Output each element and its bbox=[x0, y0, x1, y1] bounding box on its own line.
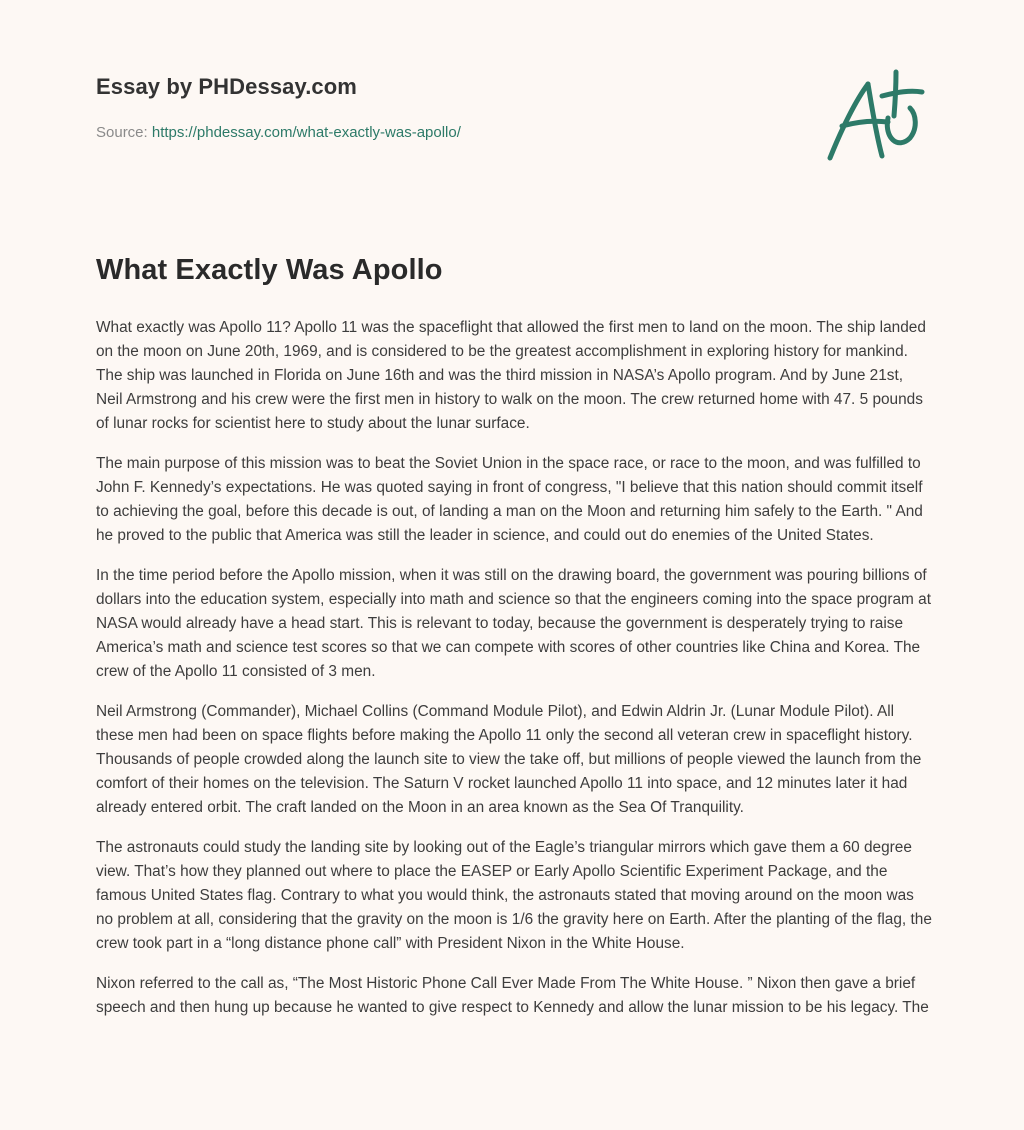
essay-body bbox=[96, 316, 932, 1036]
source-label: Source: bbox=[96, 124, 148, 141]
essay-title: What Exactly Was Apollo bbox=[96, 254, 443, 286]
essay-paragraph: The main purpose of this mission was to beat the Soviet Union in the space race, or race to the moon, and was fulfilled to John F. Kennedy’s expectations. He was quoted saying in front of congress, "I believe that this nation should commit itself to achieving the goal, before this decade is out, of landing a man on the Moon and returning him safely to the Earth. " And he proved to the public that America was still the leader in science, and could out do enemies of the United States. bbox=[96, 455, 923, 544]
brand-title: Essay by PHDessay.com bbox=[96, 74, 357, 99]
site-header bbox=[96, 74, 357, 100]
essay-paragraph: In the time period before the Apollo mission, when it was still on the drawing board, the government was pouring billions of dollars into the education system, especially into math and science so that the engineers coming into the space program at NASA would already have a head start. This is relevant to today, because the government is desperately trying to raise America’s math and science test scores so that we can compete with scores of other countries like China and Korea. The crew of the Apollo 11 consisted of 3 men. bbox=[96, 567, 931, 680]
essay-paragraph: What exactly was Apollo 11? Apollo 11 was the spaceflight that allowed the first men to land on the moon. The ship landed on the moon on June 20th, 1969, and is considered to be the greatest accomplishment in exploring history for mankind. The ship was launched in Florida on June 16th and was the third mission in NASA’s Apollo program. And by June 21st, Neil Armstrong and his crew were the first men in history to walk on the moon. The crew returned home with 47. 5 pounds of lunar rocks for scientist here to study about the lunar surface. bbox=[96, 319, 926, 432]
essay-paragraph: Neil Armstrong (Commander), Michael Collins (Command Module Pilot), and Edwin Aldrin Jr. (Lunar Module Pilot). All these men had been on space flights before making the Apollo 11 only the second all veteran crew in spaceflight history. Thousands of people crowded along the launch site to view the take off, but millions of people viewed the launch from the comfort of their homes on the television. The Saturn V rocket launched Apollo 11 into space, and 12 minutes later it had already entered orbit. The craft landed on the Moon in an area known as the Sea Of Tranquility. bbox=[96, 703, 922, 816]
a-plus-grade-icon bbox=[818, 64, 930, 168]
essay-paragraph: The astronauts could study the landing site by looking out of the Eagle’s triangular mirrors which gave them a 60 degree view. That’s how they planned out where to place the EASEP or Early Apollo Scientific Experiment Package, and the famous United States flag. Contrary to what you would think, the astronauts stated that moving around on the moon was no problem at all, considering that the gravity on the moon is 1/6 the gravity here on Earth. After the planting of the flag, the crew took part in a “long distance phone call” with President Nixon in the White House. bbox=[96, 839, 932, 952]
source-line bbox=[96, 124, 461, 141]
source-link[interactable]: https://phdessay.com/what-exactly-was-apollo/ bbox=[151, 124, 461, 141]
essay-paragraph: Nixon referred to the call as, “The Most Historic Phone Call Ever Made From The White House. ” Nixon then gave a brief speech and then hung up because he wanted to give respect to Kennedy and allow the lunar mission to be his legacy. The bbox=[96, 975, 929, 1016]
